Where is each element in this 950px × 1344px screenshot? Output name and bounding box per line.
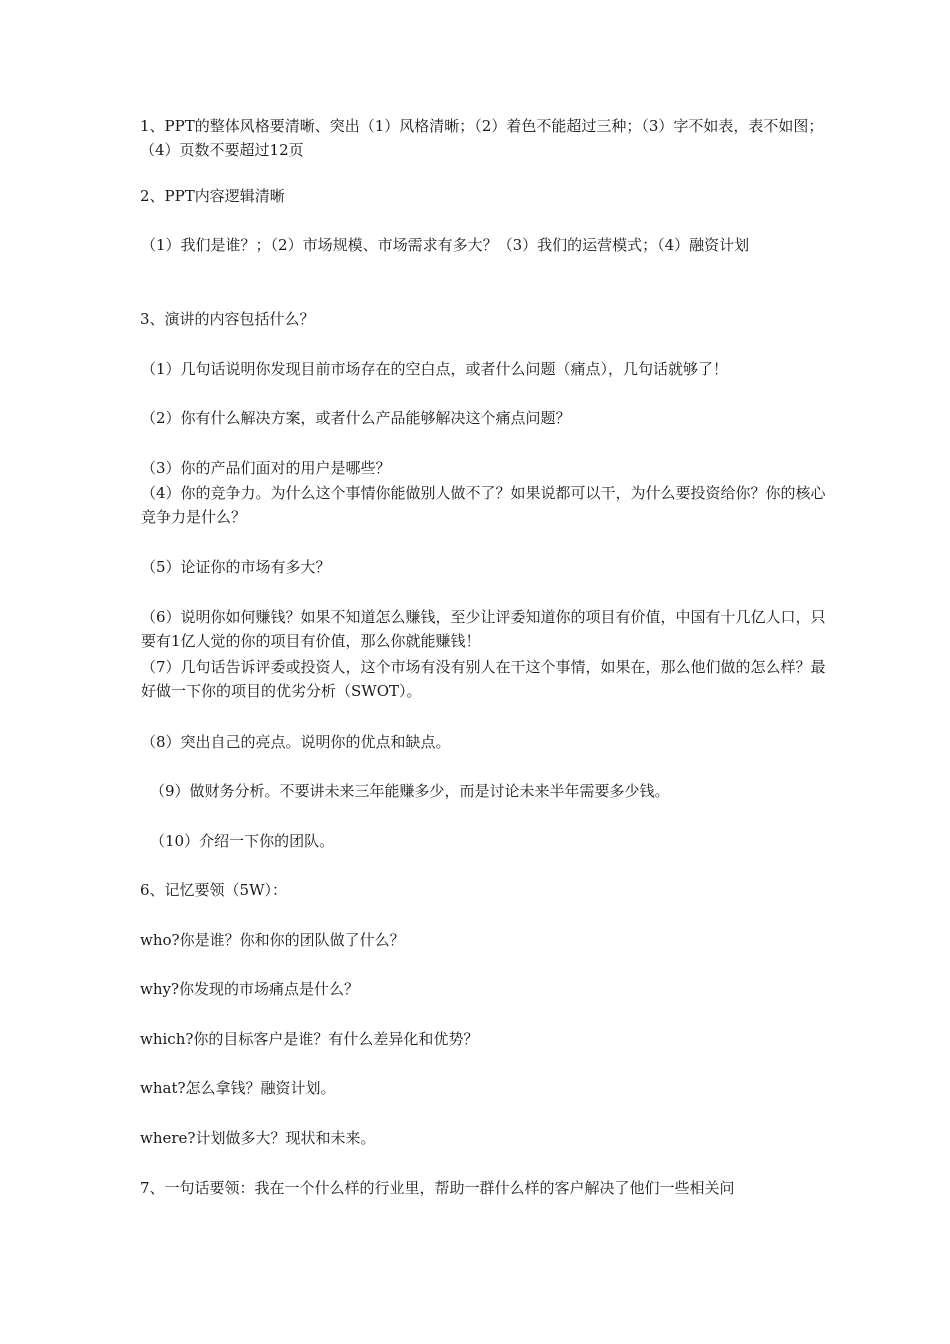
paragraph-item-8: （8）突出自己的亮点。说明你的优点和缺点。 — [141, 733, 451, 751]
paragraph-item-1: （1）几句话说明你发现目前市场存在的空白点，或者什么问题（痛点），几句话就够了！ — [141, 360, 729, 378]
paragraph-item-6: （6）说明你如何赚钱？如果不知道怎么赚钱，至少让评委知道你的项目有价值，中国有十几亿人口，只要有1亿人觉的你的项目有价值，那么你就能赚钱！ — [141, 608, 826, 650]
paragraph-where: where?计划做多大？现状和未来。 — [140, 1129, 376, 1147]
paragraph-memory-5w: 6、记忆要领（5W）： — [140, 881, 288, 899]
paragraph-one-sentence: 7、一句话要领：我在一个什么样的行业里，帮助一群什么样的客户解决了他们一些相关问 — [140, 1179, 735, 1197]
paragraph-item-10: （10）介绍一下你的团队。 — [150, 832, 335, 850]
paragraph-logic-items: （1）我们是谁？；（2）市场规模、市场需求有多大？（3）我们的运营模式；（4）融资计划 — [141, 236, 750, 254]
paragraph-item-5: （5）论证你的市场有多大？ — [141, 558, 331, 576]
paragraph-speech-content: 3、演讲的内容包括什么？ — [140, 310, 315, 328]
paragraph-item-7: （7）几句话告诉评委或投资人，这个市场有没有别人在干这个事情，如果在，那么他们做的怎么样？最好做一下你的项目的优劣分析（SWOT）。 — [141, 658, 826, 700]
paragraph-item-4: （4）你的竞争力。为什么这个事情你能做别人做不了？如果说都可以干，为什么要投资给你？你的核心竞争力是什么？ — [141, 484, 826, 526]
paragraph-item-9: （9）做财务分析。不要讲未来三年能赚多少，而是讨论未来半年需要多少钱。 — [150, 782, 670, 800]
paragraph-who: who?你是谁？你和你的团队做了什么？ — [140, 931, 405, 949]
paragraph-item-3: （3）你的产品们面对的用户是哪些？ — [141, 459, 391, 477]
paragraph-item-2: （2）你有什么解决方案，或者什么产品能够解决这个痛点问题？ — [141, 409, 571, 427]
paragraph-which: which?你的目标客户是谁？有什么差异化和优势？ — [140, 1030, 479, 1048]
paragraph-ppt-logic: 2、PPT内容逻辑清晰 — [140, 187, 285, 205]
paragraph-ppt-style: 1、PPT的整体风格要清晰、突出（1）风格清晰；（2）着色不能超过三种；（3）字不如表，表不如图；（4）页数不要超过12页 — [140, 117, 824, 159]
paragraph-what: what?怎么拿钱？融资计划。 — [140, 1079, 336, 1097]
paragraph-why: why?你发现的市场痛点是什么？ — [140, 980, 360, 998]
